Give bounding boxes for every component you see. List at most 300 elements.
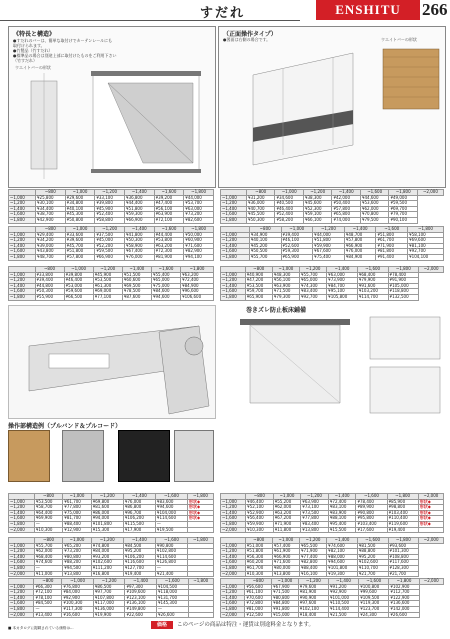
price-cell: ¥114,400 <box>328 606 358 612</box>
price-cell: ¥44,400 <box>154 232 184 238</box>
price-cell: ¥45,300 <box>65 212 95 218</box>
row-header: ~1,400 <box>9 283 36 289</box>
row-header: ~2,000 <box>9 571 35 577</box>
price-cell: ¥40,700 <box>246 206 275 212</box>
row-header: ~1,800 <box>9 565 35 571</box>
price-cell: ¥13,800 <box>272 571 299 577</box>
price-cell: ¥100,300 <box>62 601 94 607</box>
price-cell: ¥67,600 <box>313 249 345 255</box>
price-cell: 形状◆ <box>188 510 214 516</box>
price-cell: ¥101,000 <box>328 595 358 601</box>
price-cell: 形状◆ <box>188 516 214 522</box>
price-cell: ¥104,500 <box>156 584 188 590</box>
column-header: ~2,000 <box>419 267 444 273</box>
price-cell: ¥72,100 <box>154 217 184 223</box>
price-cell: ¥34,400 <box>36 206 66 212</box>
price-cell: ¥42,900 <box>36 217 66 223</box>
row-header: ~1,400 <box>9 595 34 601</box>
price-cell: ¥82,600 <box>184 217 214 223</box>
column-header: ~1,800 <box>389 190 418 196</box>
swatch-natural <box>8 430 50 482</box>
table-row <box>221 571 444 577</box>
price-cell: ¥83,100 <box>328 505 356 511</box>
price-cell: ¥33,100 <box>95 195 125 201</box>
row-header: ~2,000 <box>9 527 35 533</box>
price-cell: ¥96,700 <box>123 510 155 516</box>
price-cell: ¥10,300 <box>34 527 62 533</box>
row-header: ~1,200 <box>9 201 36 207</box>
column-header: ~1,800 <box>387 494 418 500</box>
price-cell: ¥94,600 <box>151 294 180 300</box>
price-cell: ¥128,300 <box>388 565 419 571</box>
price-cell: ¥63,900 <box>272 283 299 289</box>
price-cell: ¥90,100 <box>389 217 418 223</box>
price-cell: ¥102,600 <box>91 560 123 566</box>
price-cell: ¥63,900 <box>301 499 329 505</box>
price-cell: ¥114,700 <box>357 294 388 300</box>
price-cell: ¥61,900 <box>272 549 299 555</box>
price-cell: ¥71,500 <box>272 590 299 596</box>
row-header: ~1,600 <box>9 601 34 607</box>
price-cell: ¥72,100 <box>34 590 62 596</box>
column-header: ~800 <box>245 538 272 544</box>
footer-note: このページの商品は特注・運賃は別途料金となります。 <box>177 622 314 628</box>
price-cell: ¥53,700 <box>184 201 214 207</box>
price-cell: ¥136,100 <box>125 601 157 607</box>
price-cell: ¥67,900 <box>272 584 299 590</box>
price-cell: ¥90,800 <box>356 510 387 516</box>
price-cell: ¥58,900 <box>124 243 154 249</box>
column-header: ~2,000 <box>418 494 443 500</box>
price-cell: ¥84,600 <box>151 289 180 295</box>
price-cell: ¥94,000 <box>91 516 123 522</box>
row-header: ~1,600 <box>221 249 250 255</box>
price-cell: 形状◆ <box>418 499 443 505</box>
price-cell: ¥95,800 <box>356 516 387 522</box>
price-cell: ¥98,800 <box>387 505 418 511</box>
column-header: ~1,000 <box>272 267 299 273</box>
column-header: ~1,600 <box>376 227 408 233</box>
row-header: ~1,400 <box>9 243 36 249</box>
price-cell: ¥123,100 <box>125 595 157 601</box>
table-row <box>9 527 214 533</box>
price-cell: ¥13,800 <box>301 527 329 533</box>
row-header: ~1,400 <box>221 510 246 516</box>
blind-mechanism-diagram <box>9 306 215 418</box>
row-header: ~1,400 <box>9 510 35 516</box>
type-b-panel <box>218 26 446 188</box>
price-cell: ¥61,300 <box>93 283 122 289</box>
price-cell: 形状◆ <box>418 521 443 527</box>
price-cell: ¥85,900 <box>387 499 418 505</box>
column-header: ~800 <box>36 190 66 196</box>
price-cell: ¥77,800 <box>301 516 329 522</box>
column-header: ~1,400 <box>124 190 154 196</box>
column-header: ~1,200 <box>300 267 327 273</box>
price-cell: ¥90,800 <box>155 543 187 549</box>
swatch-light <box>174 430 214 482</box>
price-cell: ¥72,400 <box>181 278 214 284</box>
price-cell: ¥132,500 <box>388 294 419 300</box>
type-b-heading: （正面操作タイプ） <box>223 31 277 38</box>
column-header: ~1,800 <box>188 538 214 544</box>
price-cell: ¥68,400 <box>34 554 62 560</box>
price-cell: ¥84,500 <box>34 601 62 607</box>
price-cell: ¥92,700 <box>408 249 444 255</box>
price-cell: ¥45,500 <box>246 212 275 218</box>
row-header: ~2,000 <box>221 571 246 577</box>
price-cell: ¥11,800 <box>273 527 301 533</box>
price-cell: ¥40,900 <box>245 272 272 278</box>
price-cell: ¥30,100 <box>36 201 66 207</box>
column-header: ~1,200 <box>298 579 328 585</box>
column-header: ~1,800 <box>388 538 419 544</box>
column-header: ~800 <box>34 494 62 500</box>
price-table-9 <box>8 578 214 618</box>
price-cell: ¥60,200 <box>245 560 272 566</box>
column-header: ~1,200 <box>91 538 123 544</box>
column-header: ~1,400 <box>123 494 155 500</box>
price-cell: ¥31,200 <box>246 195 275 201</box>
row-header: ~1,800 <box>9 606 34 612</box>
price-cell: ¥66,900 <box>124 217 154 223</box>
operation-heading: 操作部構造例（プルバンド＆プルコード） <box>8 423 122 430</box>
price-cell: ¥105,800 <box>327 294 358 300</box>
price-cell: ¥46,400 <box>275 206 304 212</box>
row-header: ~1,000 <box>221 195 247 201</box>
price-cell: ¥109,600 <box>125 590 157 596</box>
price-cell: ¥110,700 <box>357 565 388 571</box>
column-header: ~1,800 <box>188 579 213 585</box>
price-cell: ¥95,100 <box>327 289 358 295</box>
price-cell: ¥60,900 <box>184 238 214 244</box>
row-header: ~1,200 <box>221 505 246 511</box>
column-header: ~1,600 <box>156 579 188 585</box>
price-table-2 <box>8 226 214 261</box>
price-cell: ¥95,200 <box>357 554 388 560</box>
row-header: ~1,800 <box>221 565 246 571</box>
price-cell: ¥106,200 <box>123 554 155 560</box>
price-cell: 形状◆ <box>418 516 443 522</box>
price-cell: ¥101,800 <box>327 565 358 571</box>
column-header: ~1,200 <box>300 538 327 544</box>
price-cell: ¥12,500 <box>245 612 272 618</box>
price-cell: ¥34,800 <box>65 201 95 207</box>
column-header: ~1,200 <box>95 190 125 196</box>
price-cell: ¥76,000 <box>124 254 154 260</box>
row-header: ~1,200 <box>221 238 250 244</box>
structure-illustration <box>8 305 216 419</box>
price-table-7 <box>8 493 214 533</box>
price-cell: ¥53,500 <box>93 278 122 284</box>
column-header: ~1,200 <box>91 494 123 500</box>
price-table-5 <box>220 226 444 261</box>
features-heading: 《特長と構造》 <box>13 31 56 38</box>
price-cell: ¥72,800 <box>245 601 272 607</box>
price-cell: ¥52,200 <box>95 243 125 249</box>
price-cell: ¥109,500 <box>359 595 389 601</box>
row-header: ~1,200 <box>9 549 35 555</box>
row-header: ~1,800 <box>9 294 36 300</box>
price-cell: ¥65,900 <box>281 254 313 260</box>
price-cell: ¥39,400 <box>281 232 313 238</box>
price-cell: ¥65,800 <box>332 212 361 218</box>
brand-badge: ENSHITU <box>316 0 420 20</box>
price-cell: ¥45,700 <box>65 243 95 249</box>
row-header: ~1,800 <box>221 521 246 527</box>
price-cell: ¥142,000 <box>389 606 419 612</box>
price-cell: ¥81,700 <box>63 516 91 522</box>
price-cell: ¥50,800 <box>65 217 95 223</box>
column-header: ~800 <box>34 538 62 544</box>
price-cell: ¥55,700 <box>249 254 281 260</box>
row-header: ~2,000 <box>9 612 34 618</box>
price-cell: ¥53,500 <box>245 283 272 289</box>
price-cell: ¥61,100 <box>245 590 272 596</box>
price-cell: ¥53,500 <box>34 499 62 505</box>
price-cell: ¥74,600 <box>34 560 62 566</box>
price-cell: ¥115,500 <box>123 521 155 527</box>
price-cell: ¥82,800 <box>300 560 327 566</box>
price-cell: ¥82,100 <box>327 549 358 555</box>
column-header: ~1,800 <box>188 494 214 500</box>
price-cell: ¥52,100 <box>246 505 274 511</box>
price-cell: ¥89,900 <box>356 505 387 511</box>
row-header: ~1,600 <box>221 516 246 522</box>
price-cell: ¥39,200 <box>154 195 184 201</box>
price-cell: ¥71,600 <box>184 243 214 249</box>
price-cell: ¥75,000 <box>63 510 91 516</box>
price-cell: ¥102,600 <box>357 560 388 566</box>
price-cell: ¥38,300 <box>303 195 332 201</box>
price-cell: ¥67,200 <box>273 516 301 522</box>
table-row <box>9 571 214 577</box>
row-header: ~1,200 <box>9 278 36 284</box>
price-cell: ¥84,500 <box>123 543 155 549</box>
page-number: 266 <box>422 0 448 19</box>
price-cell: ¥91,800 <box>272 606 299 612</box>
price-cell: ¥44,000 <box>184 195 214 201</box>
price-cell: ¥84,800 <box>272 601 299 607</box>
price-cell: ¥118,000 <box>156 590 188 596</box>
price-table-4 <box>220 189 444 224</box>
price-cell: ¥57,400 <box>272 543 299 549</box>
column-header: ~2,000 <box>417 190 443 196</box>
column-header: ~800 <box>245 579 272 585</box>
price-table-10 <box>220 493 444 533</box>
price-cell: ¥26,600 <box>389 612 419 618</box>
column-header: ~1,400 <box>328 494 356 500</box>
price-cell: ¥81,000 <box>245 606 272 612</box>
price-cell: ¥73,900 <box>327 278 358 284</box>
price-cell: ¥44,800 <box>35 283 64 289</box>
price-cell: ¥83,900 <box>328 510 356 516</box>
price-cell: ¥29,400 <box>36 232 66 238</box>
price-cell: ¥46,400 <box>246 499 274 505</box>
price-cell: ¥56,100 <box>154 206 184 212</box>
column-header: ~1,600 <box>357 538 388 544</box>
price-cell: ¥100,800 <box>359 584 389 590</box>
row-header: ~1,000 <box>9 543 35 549</box>
column-header: ~1,200 <box>301 494 329 500</box>
price-cell: ¥50,300 <box>246 217 275 223</box>
price-cell: ¥79,600 <box>298 584 328 590</box>
row-header: ~1,000 <box>221 232 250 238</box>
column-header: ~800 <box>36 227 66 233</box>
price-cell: ¥69,600 <box>408 238 444 244</box>
price-cell: ¥110,500 <box>328 601 358 607</box>
price-cell: ¥59,700 <box>245 289 272 295</box>
price-cell: ¥78,400 <box>388 272 419 278</box>
price-cell: ¥51,800 <box>124 206 154 212</box>
column-header: ~800 <box>249 227 281 233</box>
price-cell: ¥25,800 <box>36 195 66 201</box>
section-two-heading: 巻きズレ防止板床鋪備 <box>246 307 307 314</box>
price-cell: ¥47,400 <box>154 201 184 207</box>
price-cell <box>188 612 213 618</box>
table-row <box>9 217 214 223</box>
table-row <box>221 254 444 260</box>
row-header: ~2,000 <box>221 612 245 618</box>
price-cell: ¥80,800 <box>272 595 299 601</box>
row-header: ~1,800 <box>221 606 245 612</box>
price-cell: ¥114,600 <box>155 554 187 560</box>
row-header: ~1,400 <box>221 283 246 289</box>
price-cell: ¥75,000 <box>151 283 180 289</box>
column-header: ~1,000 <box>62 579 94 585</box>
price-cell: ¥80,800 <box>63 554 91 560</box>
price-cell: ¥73,200 <box>184 212 214 218</box>
price-cell: ¥44,600 <box>360 195 389 201</box>
price-table-1 <box>8 189 214 224</box>
column-header: ~1,000 <box>281 227 313 233</box>
price-cell: ¥44,000 <box>313 232 345 238</box>
price-cell: ¥66,500 <box>64 294 93 300</box>
price-cell: ¥75,400 <box>313 254 345 260</box>
price-cell: ¥59,600 <box>64 289 93 295</box>
price-cell: ¥97,700 <box>93 590 125 596</box>
price-cell: ¥56,400 <box>246 516 274 522</box>
price-cell: ¥112,700 <box>389 590 419 596</box>
price-table-12 <box>220 578 444 618</box>
price-cell: ¥73,100 <box>301 505 329 511</box>
price-cell: ¥117,000 <box>93 601 125 607</box>
price-cell: ¥88,800 <box>357 549 388 555</box>
swatch-black <box>118 430 170 482</box>
price-cell: ¥37,500 <box>95 232 125 238</box>
column-header: ~1,000 <box>63 538 91 544</box>
price-cell: ¥84,900 <box>181 283 214 289</box>
price-cell: ¥59,500 <box>389 201 418 207</box>
price-cell: ¥94,600 <box>155 505 187 511</box>
price-cell: ¥53,000 <box>64 283 93 289</box>
row-header: ~1,000 <box>9 584 34 590</box>
column-header: ~1,200 <box>93 579 125 585</box>
price-cell: ¥69,900 <box>34 516 62 522</box>
price-cell: ¥71,600 <box>272 560 299 566</box>
price-cell: ¥45,200 <box>249 243 281 249</box>
price-cell: ¥70,600 <box>245 595 272 601</box>
price-cell: ¥45,000 <box>95 238 125 244</box>
price-cell: ¥105,000 <box>388 283 419 289</box>
price-cell: ¥41,800 <box>124 232 154 238</box>
price-cell: ¥44,400 <box>124 201 154 207</box>
price-cell: ¥77,400 <box>300 554 327 560</box>
price-cell: ¥74,800 <box>91 543 123 549</box>
price-cell: ¥88,000 <box>327 554 358 560</box>
price-cell: ¥79,700 <box>389 212 418 218</box>
row-header: ~1,200 <box>9 505 35 511</box>
column-header: ~800 <box>34 579 62 585</box>
price-cell: ¥46,100 <box>281 238 313 244</box>
type-b-note: ●図面は右側の場合です。 <box>223 37 271 42</box>
price-cell: ¥45,900 <box>95 206 125 212</box>
price-cell: ¥93,600 <box>388 543 419 549</box>
price-cell: ¥95,400 <box>328 521 356 527</box>
price-cell: ¥52,400 <box>95 212 125 218</box>
type-b-diagram <box>223 45 443 183</box>
column-header: ~1,800 <box>408 227 444 233</box>
price-cell: ¥91,400 <box>376 254 408 260</box>
price-cell: ¥45,600 <box>303 201 332 207</box>
price-cell: — <box>155 521 187 527</box>
row-header: ~1,600 <box>221 560 246 566</box>
price-cell: ¥55,700 <box>34 543 62 549</box>
price-cell: ¥56,100 <box>272 278 299 284</box>
column-header: ~1,000 <box>65 190 95 196</box>
column-header: ~2,000 <box>419 538 444 544</box>
column-header: ~1,600 <box>359 579 389 585</box>
price-cell: ¥19,300 <box>327 571 358 577</box>
price-cell: ¥84,000 <box>91 549 123 555</box>
price-cell: ¥72,300 <box>154 249 184 255</box>
table-row <box>9 612 214 618</box>
price-cell: ¥15,300 <box>91 527 123 533</box>
price-cell: ¥102,800 <box>155 549 187 555</box>
price-cell: ¥53,800 <box>154 238 184 244</box>
price-cell: ¥106,600 <box>181 294 214 300</box>
price-cell: ¥91,900 <box>388 278 419 284</box>
price-cell: 形状◆ <box>188 499 214 505</box>
price-cell: ¥33,800 <box>35 272 64 278</box>
price-cell: ¥34,600 <box>275 195 304 201</box>
price-cell: ¥12,900 <box>63 527 91 533</box>
price-cell: ¥63,200 <box>154 243 184 249</box>
price-cell: ¥96,600 <box>181 289 214 295</box>
row-header: ~1,000 <box>221 272 246 278</box>
price-cell: ¥39,600 <box>65 238 95 244</box>
price-cell: ¥123,700 <box>359 606 389 612</box>
price-cell: ¥76,000 <box>123 499 155 505</box>
column-header: ~1,600 <box>154 227 184 233</box>
price-cell: ¥70,800 <box>360 212 389 218</box>
price-cell: ¥92,700 <box>300 294 327 300</box>
price-cell: ¥92,900 <box>62 595 94 601</box>
price-cell: ¥63,900 <box>154 212 184 218</box>
price-cell: ¥47,200 <box>245 278 272 284</box>
table-row <box>221 612 444 618</box>
price-cell: ¥45,900 <box>93 272 122 278</box>
price-cell: ¥49,000 <box>389 195 418 201</box>
price-cell: ¥117,300 <box>62 606 94 612</box>
price-cell: ¥11,000 <box>34 571 62 577</box>
price-cell: ¥42,000 <box>332 195 361 201</box>
column-header: ~1,200 <box>95 227 125 233</box>
row-header: ~1,400 <box>221 554 246 560</box>
row-header: ~1,600 <box>221 212 247 218</box>
price-cell: ¥66,900 <box>95 254 125 260</box>
price-cell: ¥43,800 <box>36 249 66 255</box>
